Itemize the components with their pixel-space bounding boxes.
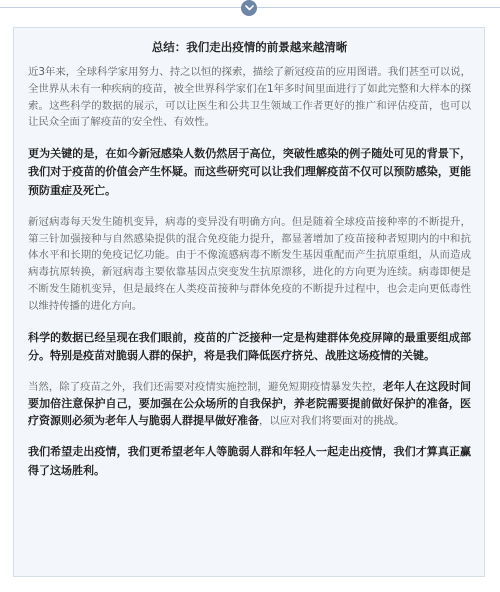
- chevron-down-icon: [245, 5, 254, 11]
- paragraph-4: 科学的数据已经呈现在我们眼前，疫苗的广泛接种一定是构建群体免疫屏障的最重要组成部分。特别是疫苗对脆弱人群的保护，将是我们降低医疗挤兑、战胜这场疫情的关键。: [28, 330, 471, 362]
- paragraph-1: 近3年来，全球科学家用努力、持之以恒的探索，描绘了新冠疫苗的应用图谱。我们甚至可以说，全世界从未有一种疾病的疫苗，被全世界科学家们在1年多时间里面进行了如此完整和大样本的探索。这些科学的数据的展示，可以让医生和公共卫生领域工作者更好的推广和评估疫苗，也可以让民众全面了解疫苗的安全性、有效性。: [28, 66, 472, 129]
- paragraph-3: 新冠病毒每天发生随机变异，病毒的变异没有明确方向。但是随着全球疫苗接种率的不断提升，第三针加强接种与自然感染提供的混合免疫能力提升，都显著增加了疫苗接种者短期内的中和抗体水平和长期的免疫记忆功能。由于不像流感病毒不断发生基因重配而产生抗原重组，从而造成病毒抗原转换，新冠病毒主要依靠基因点突变发生抗原漂移，进化的方向更为连续。病毒即便是不断发生随机变异，但是最终在人类疫苗接种与群体免疫的不断提升过程中，也会走向更低毒性以维持传播的进化方向。: [28, 215, 471, 312]
- article-title: 总结：我们走出疫情的前景越来越清晰: [151, 40, 348, 54]
- paragraph-5: [28, 379, 471, 429]
- paragraph-5-emphasis: 老年人在这段时间要加倍注意保护自己，要加强在公众场所的自我保护，养老院需要提前做好保护的准备，医疗资源则必须为老年人与脆弱人群提早做好准备: [28, 379, 471, 427]
- expand-badge[interactable]: [241, 0, 257, 16]
- paragraph-6: 我们希望走出疫情，我们更希望老年人等脆弱人群和年轻人一起走出疫情，我们才算真正赢得了这场胜利。: [28, 445, 471, 477]
- paragraph-5-text-a: 当然，除了疫苗之外，我们还需要对疫情实施控制，避免短期疫情暴发失控，: [28, 380, 383, 393]
- paragraph-5-text-b: ，以应对我们将要面对的挑战。: [259, 414, 405, 427]
- summary-content: [28, 40, 471, 494]
- paragraph-2: 更为关键的是，在如今新冠感染人数仍然居于高位，突破性感染的例子随处可见的背景下，我们对于疫苗的价值会产生怀疑。而这些研究可以让我们理解疫苗不仅可以预防感染，更能预防重症及死亡。: [28, 147, 471, 197]
- summary-card: [13, 27, 485, 577]
